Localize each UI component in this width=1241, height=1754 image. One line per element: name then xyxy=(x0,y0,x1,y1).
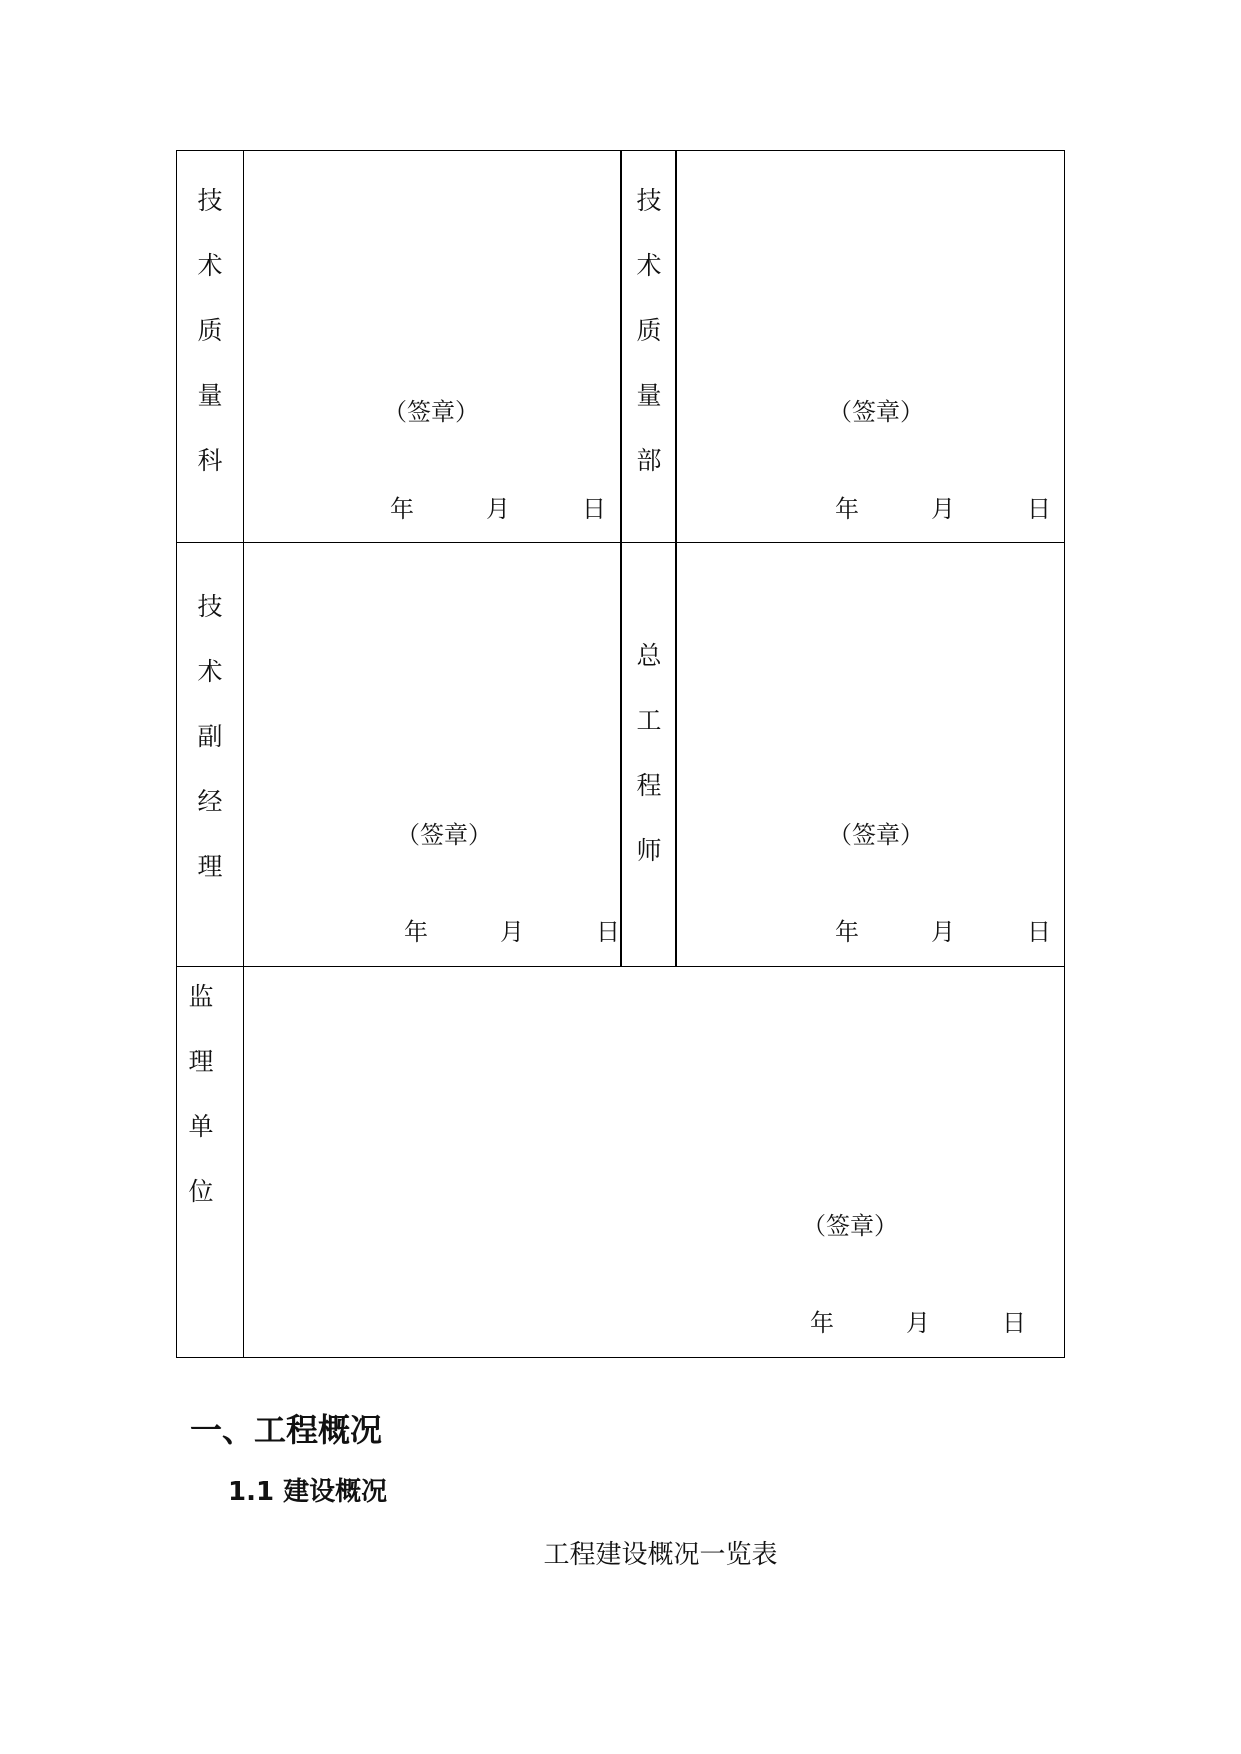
date-year: 年 xyxy=(810,1309,834,1337)
date-day: 日 xyxy=(1027,918,1051,946)
label-char: 经 xyxy=(197,787,223,816)
date-day: 日 xyxy=(582,495,606,523)
label-char: 术 xyxy=(197,251,223,280)
label-char: 单 xyxy=(188,1112,214,1141)
label-char: 工 xyxy=(636,706,662,735)
signature-seal-label: （签章） xyxy=(383,398,479,426)
table-border-left xyxy=(176,150,177,1358)
label-tech-quality-section xyxy=(196,188,224,473)
date-month: 月 xyxy=(500,918,524,946)
label-char: 术 xyxy=(197,657,223,686)
label-char: 技 xyxy=(197,592,223,621)
label-char: 技 xyxy=(636,186,662,215)
date-year: 年 xyxy=(835,495,859,523)
label-char: 部 xyxy=(636,446,662,475)
signature-date xyxy=(810,1309,1030,1337)
label-supervision-unit xyxy=(187,984,215,1204)
label-char: 位 xyxy=(188,1177,214,1206)
signature-date xyxy=(404,918,624,946)
label-char: 师 xyxy=(636,836,662,865)
signature-date xyxy=(835,495,1055,523)
label-char: 质 xyxy=(636,316,662,345)
table-border-bottom xyxy=(176,1357,1065,1358)
label-char: 量 xyxy=(197,381,223,410)
table-column-divider xyxy=(675,150,677,967)
label-tech-quality-department xyxy=(635,188,663,473)
section-heading: 一、工程概况 xyxy=(190,1411,383,1449)
date-month: 月 xyxy=(931,495,955,523)
label-char: 科 xyxy=(197,446,223,475)
date-year: 年 xyxy=(404,918,428,946)
date-month: 月 xyxy=(486,495,510,523)
signature-seal-label: （签章） xyxy=(396,821,492,849)
table-caption: 工程建设概况一览表 xyxy=(543,1540,778,1570)
signature-date xyxy=(835,918,1055,946)
label-char: 技 xyxy=(197,186,223,215)
date-day: 日 xyxy=(1002,1309,1026,1337)
signature-seal-label: （签章） xyxy=(802,1212,898,1240)
label-chief-engineer xyxy=(635,643,663,863)
signature-date xyxy=(390,495,610,523)
table-border-right xyxy=(1064,150,1065,1358)
label-char: 副 xyxy=(197,722,223,751)
table-column-divider xyxy=(243,150,244,1358)
label-char: 理 xyxy=(188,1047,214,1076)
date-day: 日 xyxy=(1027,495,1051,523)
signature-seal-label: （签章） xyxy=(828,398,924,426)
date-day: 日 xyxy=(596,918,620,946)
label-deputy-tech-manager xyxy=(196,594,224,879)
table-column-divider xyxy=(620,150,622,967)
label-char: 理 xyxy=(197,852,223,881)
label-char: 术 xyxy=(636,251,662,280)
signature-seal-label: （签章） xyxy=(828,821,924,849)
date-month: 月 xyxy=(931,918,955,946)
label-char: 程 xyxy=(636,771,662,800)
date-year: 年 xyxy=(835,918,859,946)
date-month: 月 xyxy=(906,1309,930,1337)
label-char: 质 xyxy=(197,316,223,345)
subsection-heading: 1.1 建设概况 xyxy=(228,1477,388,1507)
label-char: 监 xyxy=(188,982,214,1011)
label-char: 量 xyxy=(636,381,662,410)
date-year: 年 xyxy=(390,495,414,523)
label-char: 总 xyxy=(636,641,662,670)
